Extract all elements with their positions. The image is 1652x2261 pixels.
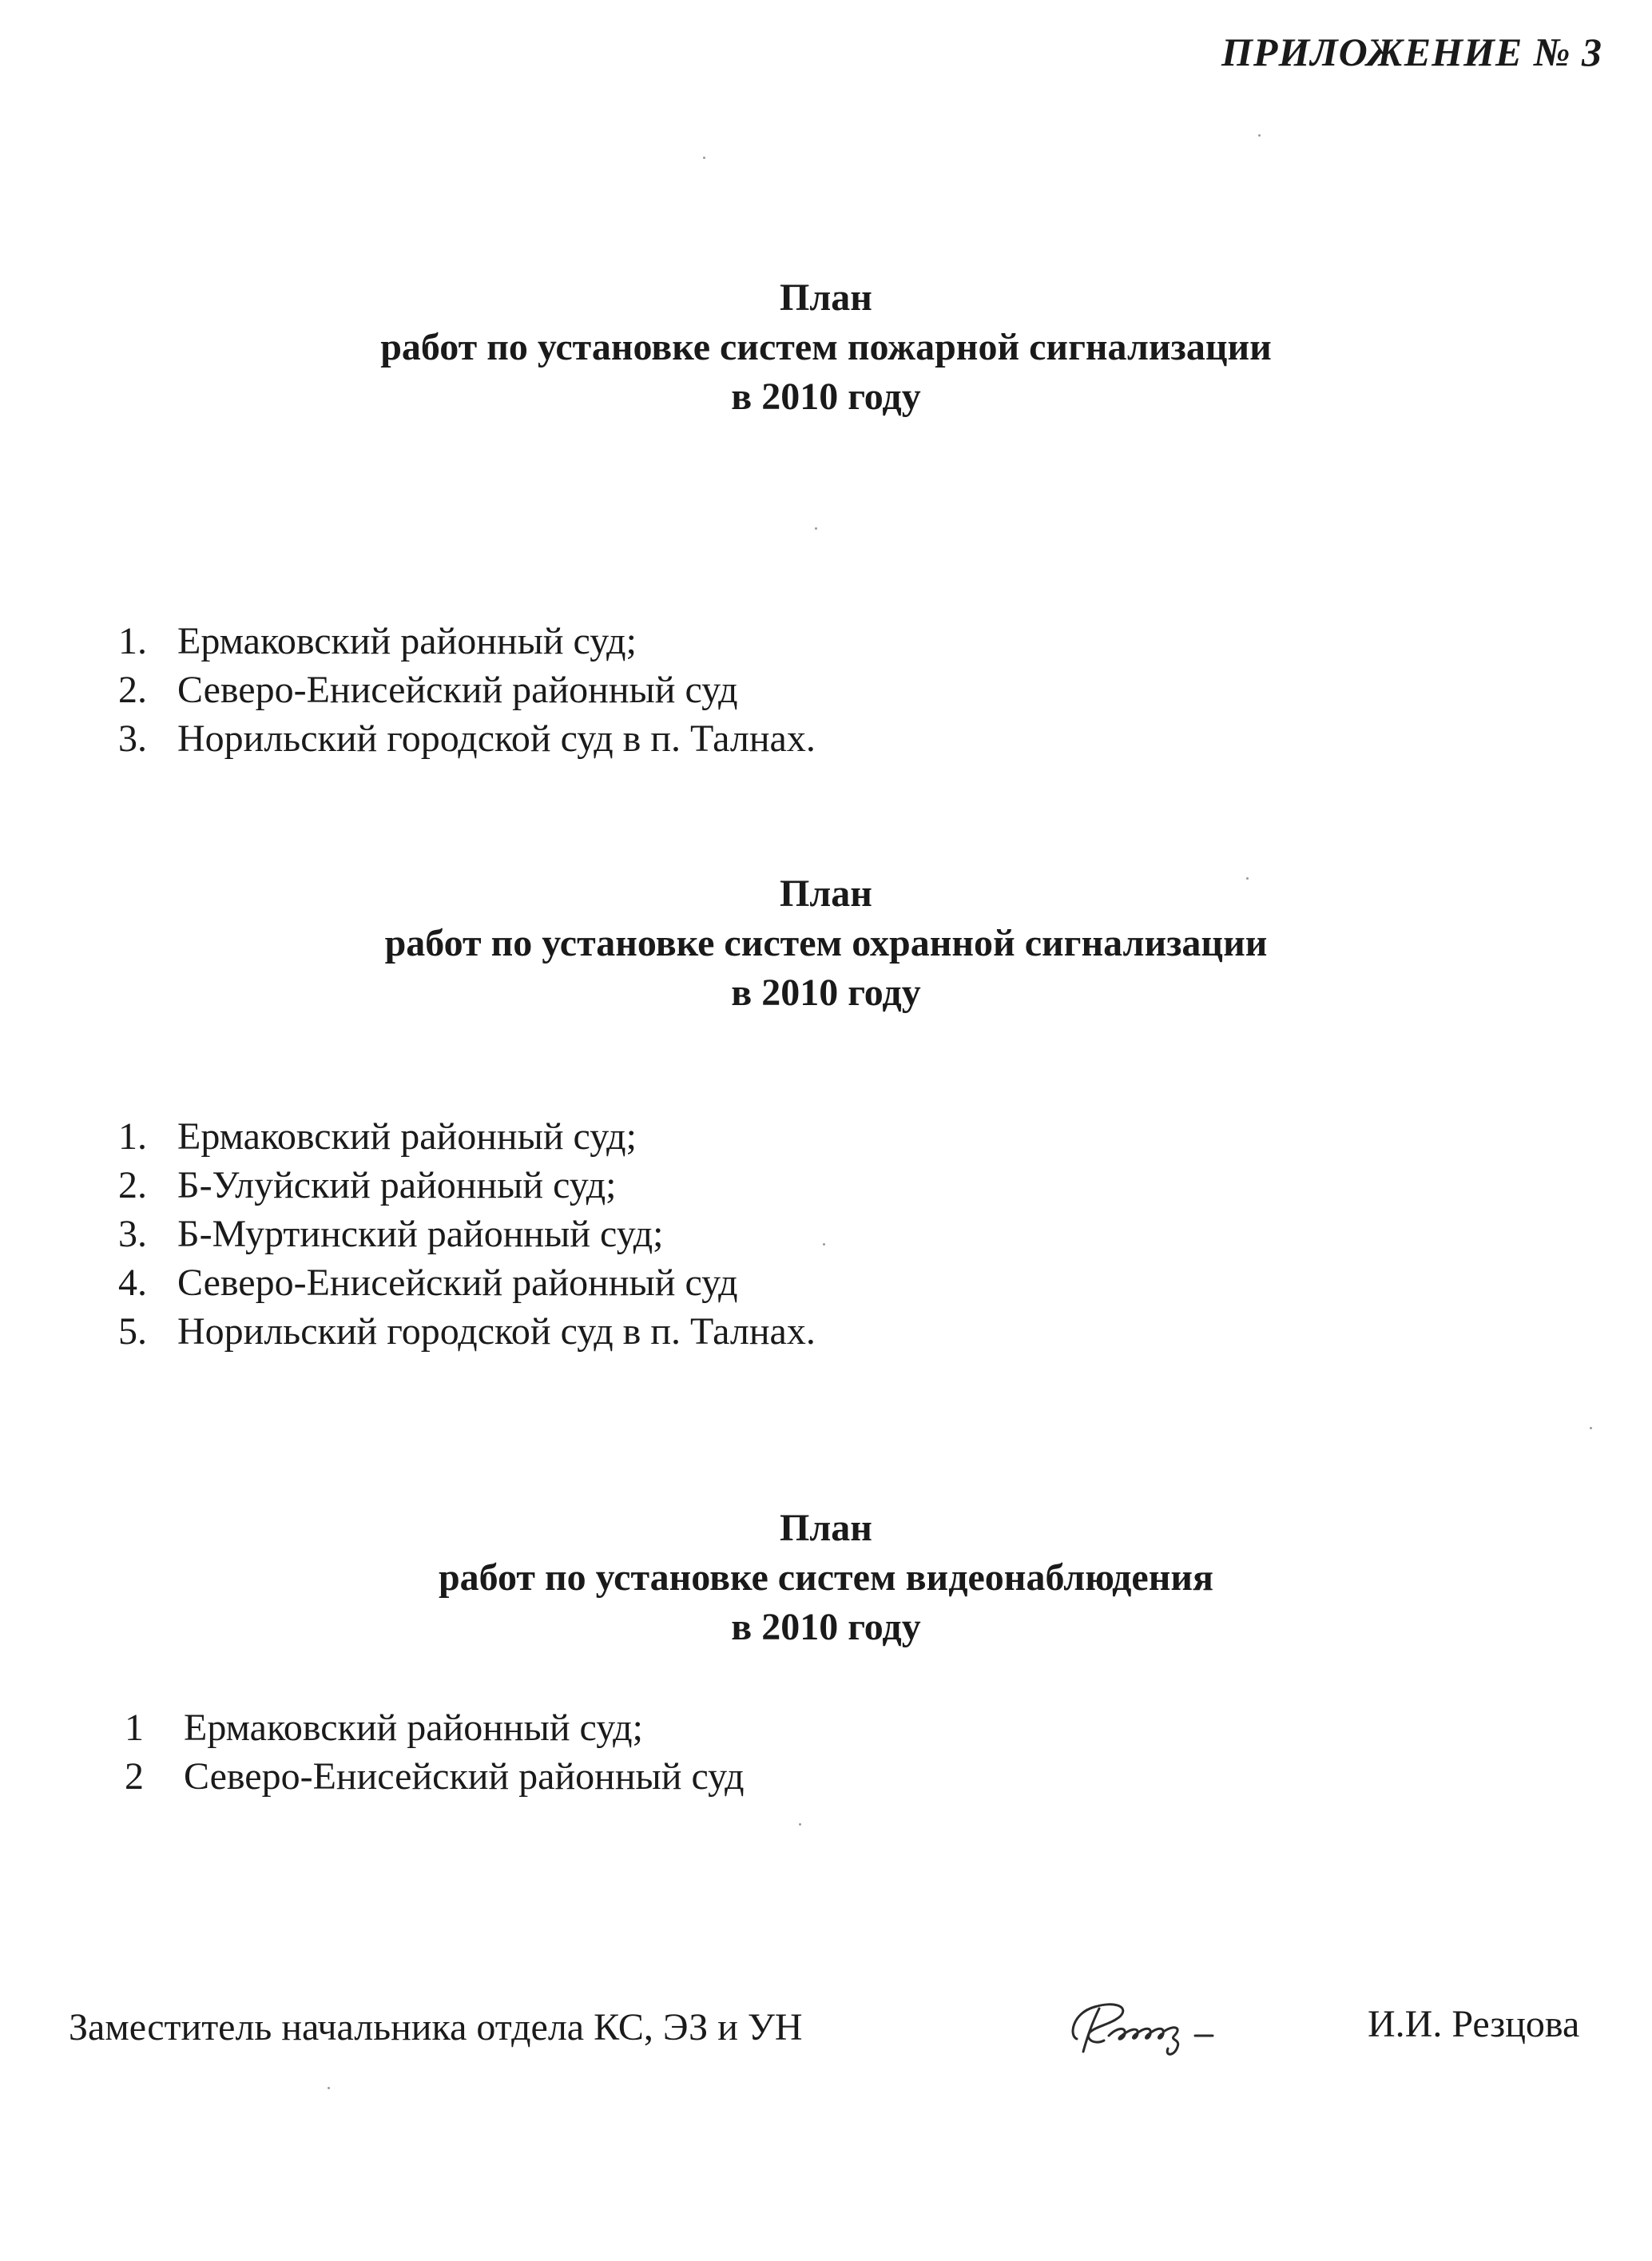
list-item-number: 2 [125, 1755, 144, 1798]
plan-subtitle: работ по установке систем охранной сигнализации [384, 922, 1268, 964]
list-item-text: Норильский городской суд в п. Талнах. [177, 1310, 816, 1353]
scan-speck [799, 1823, 801, 1826]
list-item [118, 1258, 816, 1307]
list-item-text: Северо-Енисейский районный суд [184, 1755, 745, 1798]
plan-video-surveillance-list [125, 1703, 745, 1801]
list-item [118, 617, 816, 666]
plan-year: в 2010 году [731, 376, 921, 418]
list-item [125, 1752, 745, 1801]
list-item-text: Ермаковский районный суд; [177, 620, 637, 662]
signer-position: Заместитель начальника отдела КС, ЭЗ и УН [69, 2006, 803, 2048]
plan-subtitle: работ по установке систем видеонаблюдения [438, 1556, 1213, 1599]
plan-title: План [780, 276, 872, 319]
scan-speck [823, 1243, 825, 1246]
plan-fire-alarm [0, 273, 1652, 422]
appendix-label: ПРИЛОЖЕНИЕ № 3 [1221, 30, 1602, 74]
signature-block [0, 1989, 1652, 2061]
list-item [125, 1703, 745, 1752]
plan-year: в 2010 году [731, 972, 921, 1014]
plan-subtitle: работ по установке систем пожарной сигнализации [380, 326, 1272, 368]
list-item [118, 666, 816, 714]
list-item-number: 3. [118, 1213, 147, 1255]
list-item [118, 1161, 816, 1210]
plan-title: План [780, 872, 872, 915]
plan-heading [0, 273, 1652, 422]
list-item-number: 1 [125, 1707, 144, 1749]
handwritten-signature [1053, 1989, 1293, 2061]
plan-title: План [780, 1507, 872, 1549]
scan-speck [328, 2087, 330, 2089]
list-item-text: Б-Муртинский районный суд; [177, 1213, 664, 1255]
list-item-text: Норильский городской суд в п. Талнах. [177, 717, 816, 760]
plan-year: в 2010 году [731, 1606, 921, 1648]
scan-speck [815, 527, 817, 530]
list-item [118, 1112, 816, 1161]
list-item-number: 2. [118, 1164, 147, 1206]
list-item-number: 1. [118, 1115, 147, 1158]
list-item-text: Ермаковский районный суд; [184, 1707, 643, 1749]
scan-speck [1258, 134, 1261, 137]
list-item-text: Ермаковский районный суд; [177, 1115, 637, 1158]
list-item-text: Северо-Енисейский районный суд [177, 669, 738, 711]
list-item-number: 3. [118, 717, 147, 760]
signer-name: И.И. Резцова [1368, 2003, 1580, 2045]
list-item-number: 2. [118, 669, 147, 711]
plan-security-alarm [0, 869, 1652, 1018]
scan-speck [1246, 877, 1249, 880]
plan-heading [0, 1504, 1652, 1652]
list-item [118, 1307, 816, 1356]
scan-speck [703, 157, 705, 159]
plan-fire-alarm-list [118, 617, 816, 763]
list-item-number: 5. [118, 1310, 147, 1353]
scan-speck [1590, 1427, 1592, 1429]
list-item [118, 1210, 816, 1258]
plan-heading [0, 869, 1652, 1018]
list-item-text: Б-Улуйский районный суд; [177, 1164, 617, 1206]
plan-security-alarm-list [118, 1112, 816, 1356]
list-item-number: 4. [118, 1262, 147, 1304]
plan-video-surveillance [0, 1504, 1652, 1652]
list-item-text: Северо-Енисейский районный суд [177, 1262, 738, 1304]
list-item [118, 714, 816, 763]
list-item-number: 1. [118, 620, 147, 662]
